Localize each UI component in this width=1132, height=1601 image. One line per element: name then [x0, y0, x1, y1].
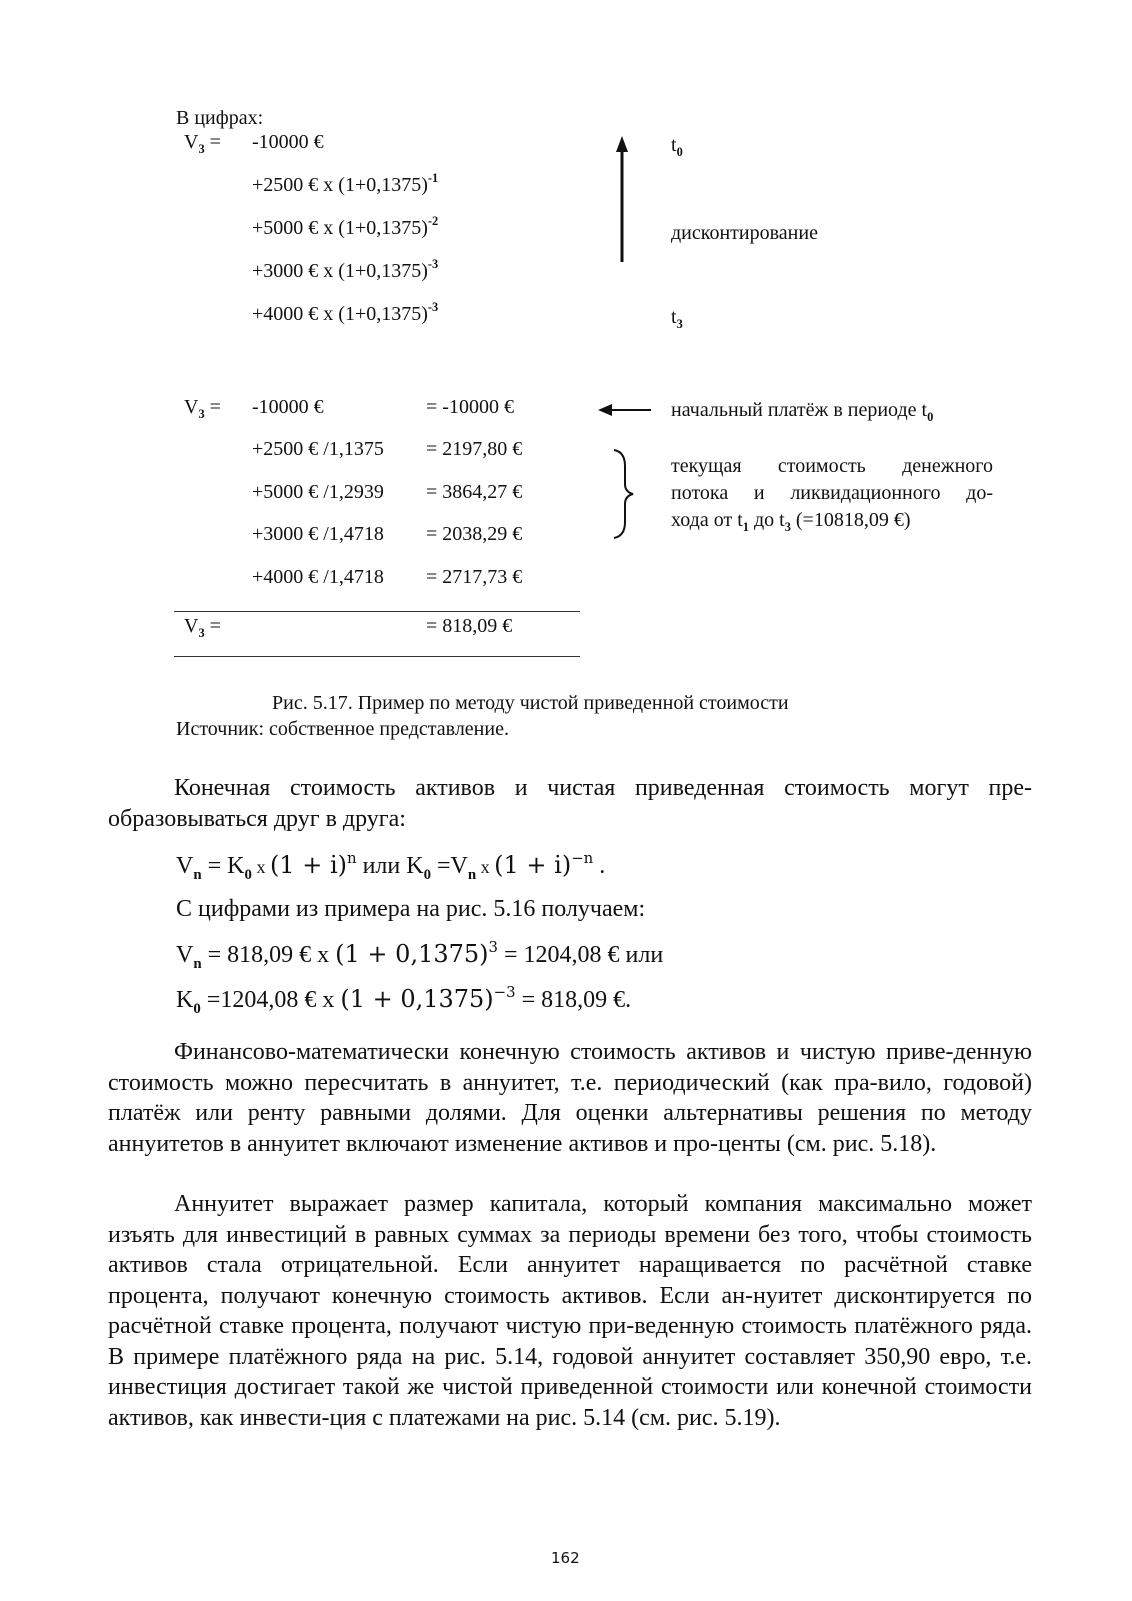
- v3-label-total: $V_3$ =: [184, 615, 221, 640]
- figure-source: Источник: собственное представление.: [176, 718, 509, 740]
- page-number: 162: [551, 1549, 580, 1567]
- discount-label: дисконтирование: [671, 222, 818, 244]
- total-value: = 818,09 €: [426, 615, 513, 637]
- bottom-row-3-left: +5000 € /1,2939: [252, 481, 384, 503]
- figure-graphics: [0, 0, 1132, 700]
- top-row-2: +2500 € x $(1+0,1375)^{-1}$: [252, 171, 439, 196]
- paragraph-2: Финансово-математически конечную стоимость активов и чистую приве-денную стоимость можно пересчитать в аннуитет, т.е. периодический (как пра-вило, годовой) платёж или ренту равными долями. Для оценки альтернативы решения по методу аннуитетов в аннуитет включают изменение активов и про-центы (см. рис. 5.18).: [108, 1039, 1032, 1157]
- top-row-5: +4000 € x $(1+0,1375)^{-3}$: [252, 300, 439, 325]
- top-row-1: -10000 €: [252, 131, 324, 153]
- example-line: С цифрами из примера на рис. 5.16 получаем:: [176, 896, 646, 922]
- v3-label-top: $V_3$ =: [184, 131, 221, 156]
- v3-label-bottom: $V_3$ =: [184, 396, 221, 421]
- initial-payment-label: начальный платёж в периоде $t_0$: [671, 399, 934, 424]
- left-arrow-icon: [598, 404, 612, 416]
- formula-3: $K_0 =1204,08$ € x $(1 + 0,1375)^{-3} = 818,09$ €.: [176, 982, 632, 1017]
- bottom-row-2-right: = 2197,80 €: [426, 438, 523, 460]
- bottom-row-4-left: +3000 € /1,4718: [252, 523, 384, 545]
- top-row-3: +5000 € x $(1+0,1375)^{-2}$: [252, 214, 439, 239]
- present-value-note: текущая стоимость денежного потока и ликвидационного до- хода от $t_1$ до $t_3$ (=10818,09 €): [671, 455, 993, 534]
- formula-1: $V_n = K_0$ x $(1 + i)^n$ или $K_0 =V_n$ x $(1 + i)^{-n}$ .: [176, 848, 606, 883]
- bottom-row-4-right: = 2038,29 €: [426, 523, 523, 545]
- bottom-row-2-left: +2500 € /1,1375: [252, 438, 384, 460]
- bottom-row-3-right: = 3864,27 €: [426, 481, 523, 503]
- up-arrow-icon: [616, 136, 628, 152]
- figure-caption: Рис. 5.17. Пример по методу чистой приведенной стоимости: [272, 692, 789, 714]
- t0-label: $t_0$: [671, 134, 683, 159]
- bottom-row-5-left: +4000 € /1,4718: [252, 566, 384, 588]
- paragraph-1: Конечная стоимость активов и чистая приведенная стоимость могут пре- образовываться друг в друга:: [108, 775, 1032, 832]
- formula-2: $V_n = 818,09$ € x $(1 + 0,1375)^3 = 1204,08$ € или: [176, 937, 664, 972]
- t3-label: $t_3$: [671, 306, 683, 331]
- paragraph-3: Аннуитет выражает размер капитала, который компания максимально может изъять для инвестиций в равных суммах за периоды времени без того, чтобы стоимость активов стала отрицательной. Если аннуитет наращивается по расчётной ставке процента, получают конечную стоимость активов. Если ан-нуитет дисконтируется по расчётной ставке процента, получают чистую при-веденную стоимость платёжного ряда. В примере платёжного ряда на рис. 5.14, годовой аннуитет составляет 350,90 евро, т.е. инвестиция достигает такой же чистой приведенной стоимости или конечной стоимости активов, как инвести-ция с платежами на рис. 5.14 (см. рис. 5.19).: [108, 1191, 1032, 1431]
- bottom-row-1-right: = -10000 €: [426, 396, 514, 418]
- bottom-row-5-right: = 2717,73 €: [426, 566, 523, 588]
- curly-brace-icon: [614, 450, 633, 538]
- top-row-4: +3000 € x $(1+0,1375)^{-3}$: [252, 257, 439, 282]
- bottom-row-1-left: -10000 €: [252, 396, 324, 418]
- figure-heading: В цифрах:: [176, 107, 264, 129]
